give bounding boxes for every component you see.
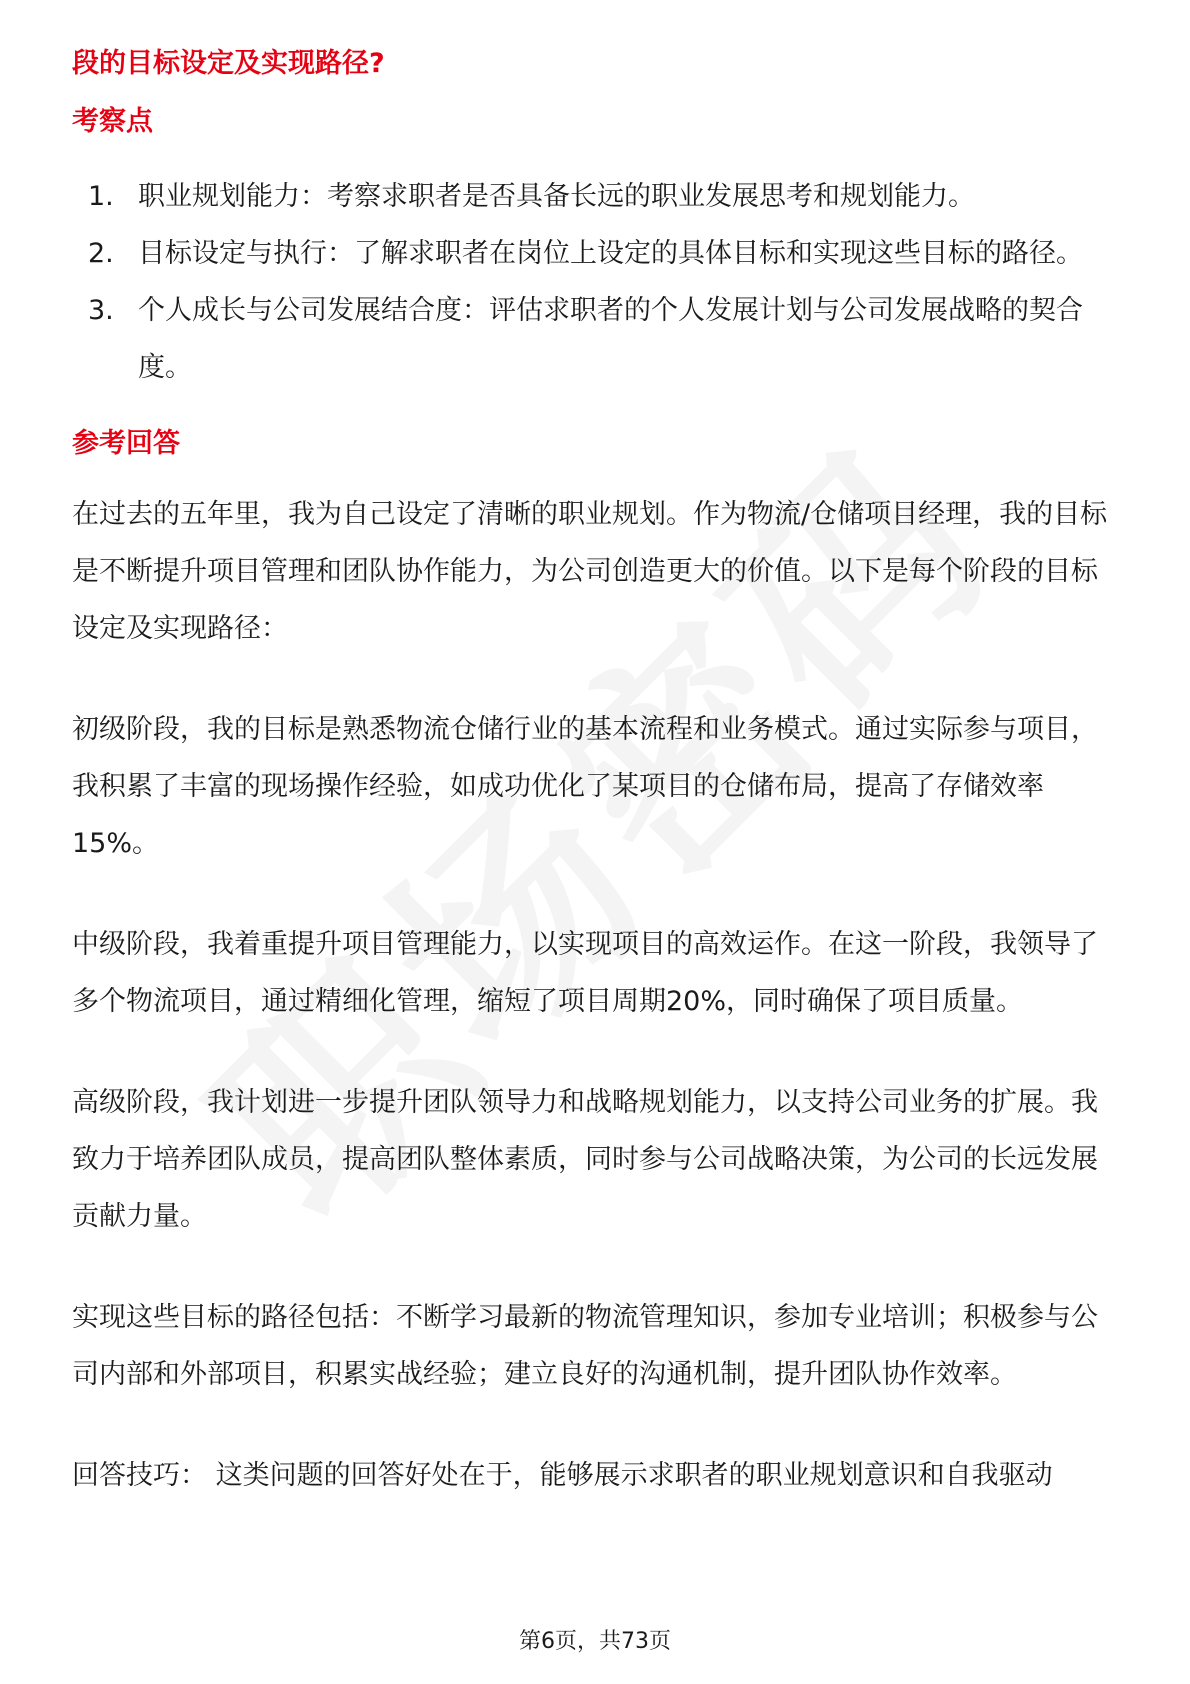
section-heading-points: 考察点: [72, 106, 153, 137]
answer-paragraph-mid: 中级阶段，我着重提升项目管理能力，以实现项目的高效运作。在这一阶段，我领导了多个物流项目，通过精细化管理，缩短了项目周期20%，同时确保了项目质量。: [72, 929, 1098, 1017]
list-item-number: 1.: [88, 181, 114, 212]
answer-paragraph-path: 实现这些目标的路径包括：不断学习最新的物流管理知识，参加专业培训；积极参与公司内部和外部项目，积累实战经验；建立良好的沟通机制，提升团队协作效率。: [72, 1302, 1098, 1390]
answer-paragraph-junior: 初级阶段，我的目标是熟悉物流仓储行业的基本流程和业务模式。通过实际参与项目，我积累了丰富的现场操作经验，如成功优化了某项目的仓储布局，提高了存储效率15%。: [72, 714, 1098, 859]
list-item-number: 3.: [88, 295, 114, 326]
answer-paragraph-senior: 高级阶段，我计划进一步提升团队领导力和战略规划能力，以支持公司业务的扩展。我致力于培养团队成员，提高团队整体素质，同时参与公司战略决策，为公司的长远发展贡献力量。: [72, 1087, 1098, 1232]
document-body: [72, 44, 1120, 1504]
answer-paragraph-intro: 在过去的五年里，我为自己设定了清晰的职业规划。作为物流/仓储项目经理，我的目标是不断提升项目管理和团队协作能力，为公司创造更大的价值。以下是每个阶段的目标设定及实现路径：: [72, 499, 1108, 644]
answer-tips: 回答技巧： 这类问题的回答好处在于，能够展示求职者的职业规划意识和自我驱动: [72, 1460, 1053, 1491]
list-item-number: 2.: [88, 238, 114, 269]
list-item-text: 个人成长与公司发展结合度：评估求职者的个人发展计划与公司发展战略的契合度。: [138, 295, 1083, 383]
list-item: [72, 168, 1120, 225]
list-item: [72, 225, 1120, 282]
list-item-text: 目标设定与执行：了解求职者在岗位上设定的具体目标和实现这些目标的路径。: [138, 238, 1083, 269]
list-item-text: 职业规划能力：考察求职者是否具备长远的职业发展思考和规划能力。: [138, 181, 975, 212]
question-title-tail: 段的目标设定及实现路径?: [72, 48, 385, 79]
points-list: [72, 168, 1120, 396]
section-heading-answer: 参考回答: [72, 428, 180, 459]
list-item: [72, 282, 1120, 396]
page-number: 第6页，共73页: [519, 1629, 671, 1654]
